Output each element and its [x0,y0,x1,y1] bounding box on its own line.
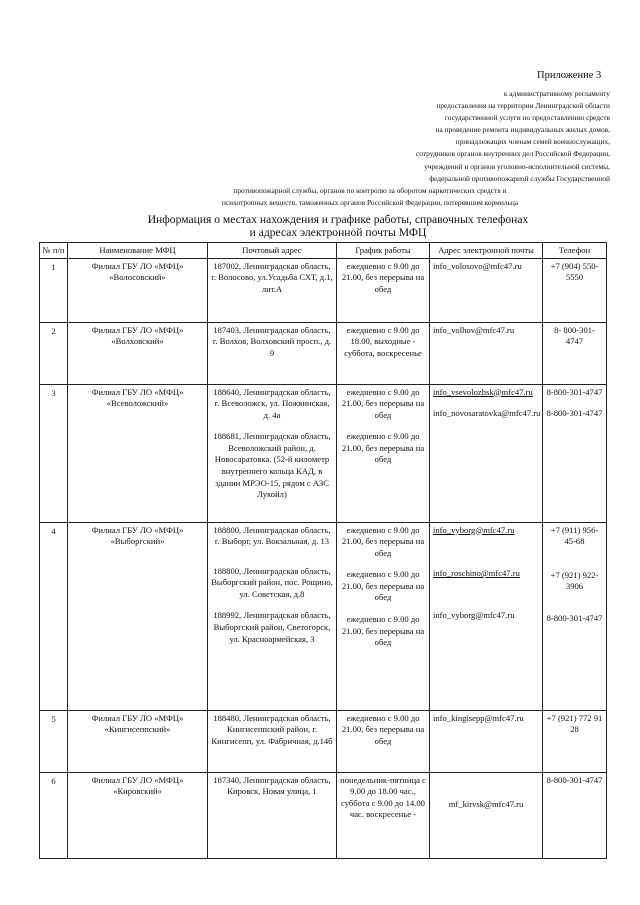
postal-address: 188800, Ленинградская область, Выборгский район, пос. Рощино, ул. Советская, д.8 [211,565,333,599]
column-header-number: № п/п [40,243,68,259]
work-schedule: ежедневно с 9.00 до 21.00, без перерыва на обед [341,569,425,603]
table-row [40,322,607,384]
document-heading [100,213,576,239]
heading-line-2: и адресах электронной почты МФЦ [249,226,427,239]
column-header-name: Наименование МФЦ [68,243,208,259]
preamble-line: государственной услуги по предоставлению средств [444,113,610,123]
work-schedule: ежедневно с 9.00 до 21.00, без перерыва на обед [341,524,425,558]
work-schedule: ежедневно с 9.00 до 21.00, без перерыва на обед [337,710,430,772]
phone-number: 8-800-301-4747 [546,612,603,623]
postal-address: 187002, Ленинградская область, г. Волосово, ул.Усадьба СХТ, д.1, лит.А [208,258,337,322]
row-number: 5 [40,710,68,772]
phone-number: 8- 800-301-4747 [543,322,607,384]
table-row [40,258,607,322]
regulation-preamble [90,88,610,209]
phone-number: +7 (921) 922-3906 [550,569,599,592]
work-schedule: ежедневно с 9.00 до 21.00, без перерыва на обед [341,431,425,465]
preamble-line: учреждений и органов уголовно-исполнительной системы, [424,161,610,171]
row-number: 2 [40,322,68,384]
column-header-schedule: График работы [337,243,430,259]
phone-number: +7 (904) 550-5550 [543,258,607,322]
email-link[interactable]: info_kingisepp@mfc47.ru [433,712,524,723]
row-number: 4 [40,522,68,710]
postal-address: 187403, Ленинградская область, г. Волхов, Волховский просп., д. 9 [208,322,337,384]
phone-number: 8-800-301-4747 [546,386,603,397]
email-link[interactable]: info_vyborg@mfc47.ru [433,609,515,620]
phone-number: +7 (921) 772 91 28 [543,710,607,772]
phone-number: +7 (911) 956-45-68 [550,524,599,547]
work-schedule: ежедневно с 9.00 до 21.00, без перерыва на обед [341,614,425,648]
mfc-name: Филиал ГБУ ЛО «МФЦ» «Волховский» [68,322,208,384]
phone-number: 8-800-301-4747 [543,772,607,858]
preamble-line: к административному регламенту [503,89,610,98]
row-number: 3 [40,384,68,522]
preamble-line: предоставления на территории Ленинградской области [436,101,610,111]
mfc-name: Филиал ГБУ ЛО «МФЦ» «Кингисеппский» [68,710,208,772]
postal-address: 188640, Ленинградская область, г. Всеволожск, ул. Пожвинская, д. 4а [213,386,331,420]
table-row [40,772,607,858]
postal-address: 187340, Ленинградская область, Кировск, Новая улица, 1 [208,772,337,858]
row-number: 6 [40,772,68,858]
preamble-line: на проведение ремонта индивидуальных жилых домов, [435,125,610,135]
column-header-address: Почтовый адрес [208,243,337,259]
postal-address: 188992, Ленинградская область, Выборгский район, Светогорск, ул. Красноармейская, 3 [213,610,331,644]
work-schedule: ежедневно с 9.00 до 21.00, без перерыва на обед [337,258,430,322]
email-link[interactable]: info_vsevolozhsk@mfc47.ru [433,386,533,397]
work-schedule: ежедневно с 9.00 до 18.00, выходные - суббота, воскресенье [337,322,430,384]
postal-address: 188681, Ленинградская область, Всеволожский район, д. Новосаратовка. (52-й километр внутреннего кольца КАД, в здании МРЭО-15, рядом с АЗС Лукойл) [213,431,331,500]
preamble-line: психотропных веществ, таможенных органов Российской Федерации, потерявшим кормильца [221,197,519,207]
preamble-line: противопожарной службы, органов по контролю за оборотом наркотических средств и [233,185,507,195]
mfc-name: Филиал ГБУ ЛО «МФЦ» «Выборгский» [68,522,208,710]
email-link[interactable]: info_volosovo@mfc47.ru [433,260,522,271]
table-row [40,522,607,710]
mfc-name: Филиал ГБУ ЛО «МФЦ» «Кировский» [68,772,208,858]
email-link[interactable]: info_volhov@mfc47.ru [433,324,515,335]
email-link[interactable]: mf_kirvsk@mfc47.ru [448,798,524,809]
preamble-line: принадлежащих членам семей военнослужащих, [455,137,610,147]
email-link[interactable]: info_vyborg@mfc47.ru [433,524,515,535]
preamble-line: федеральной противопожарной службы Государственной [429,173,610,183]
table-row [40,384,607,522]
appendix-title: Приложение 3 [537,70,602,81]
heading-line-1: Информация о местах нахождения и графике работы, справочных телефонах [147,213,529,226]
work-schedule: понедельник-пятница с 9.00 до 18.00 час., суббота с 9.00 до 14.00 час. воскресенье - [337,772,430,858]
table-row [40,710,607,772]
column-header-email: Адрес электронной почты [430,243,543,259]
mfc-name: Филиал ГБУ ЛО «МФЦ» «Волосовский» [68,258,208,322]
mfc-info-table [39,242,607,859]
column-header-phone: Телефон [543,243,607,259]
postal-address: 188480, Ленинградская область, Кингисеппский район, г. Кингисепп, ул. Фабричная, д.14б [208,710,337,772]
preamble-line: сотрудников органов внутренних дел Российской Федерации, [415,149,610,159]
email-link[interactable]: info_novosaratovka@mfc47.ru [433,408,541,419]
email-link[interactable]: info_roschino@mfc47.ru [433,568,520,579]
table-header-row [40,243,607,259]
postal-address: 188800, Ленинградская область, г. Выборг, ул. Вокзальная, д. 13 [213,524,331,547]
phone-number: 8-800-301-4747 [546,408,603,419]
mfc-name: Филиал ГБУ ЛО «МФЦ» «Всеволожский» [68,384,208,522]
work-schedule: ежедневно с 9.00 до 21.00, без перерыва на обед [341,386,425,420]
row-number: 1 [40,258,68,322]
